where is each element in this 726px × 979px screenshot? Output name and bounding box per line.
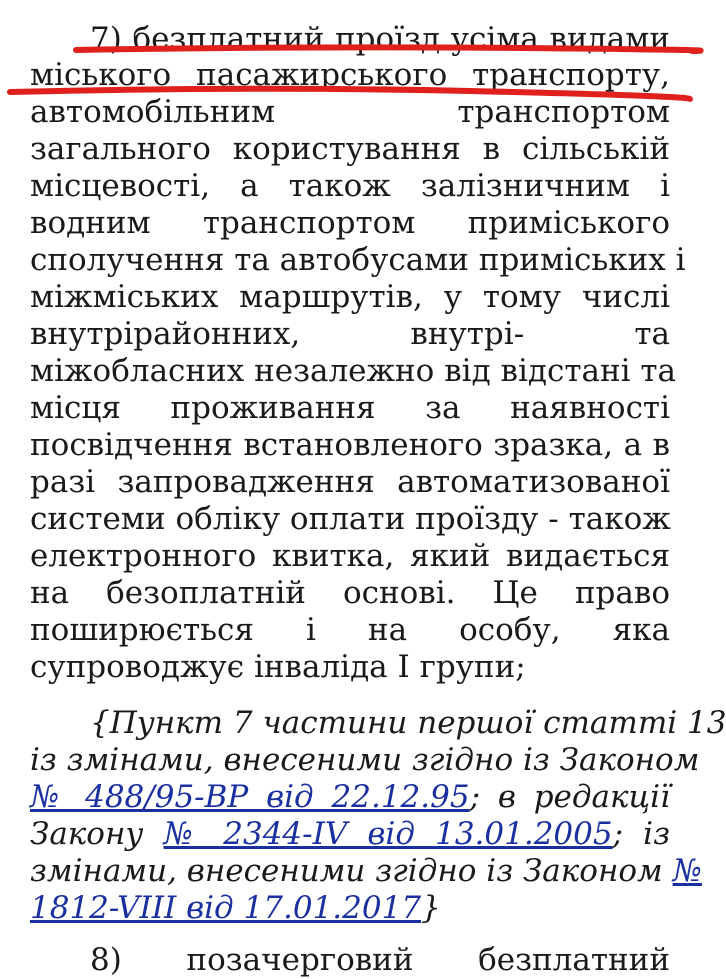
paragraph-line-3: автомобільним транспортом (30, 94, 670, 130)
paragraph-line-17: поширюється і на особу, яка (30, 612, 670, 648)
paragraph-line-7: сполучення та автобусами приміських і (30, 242, 686, 278)
paragraph-line-18: супроводжує інваліда I групи; (30, 649, 526, 685)
note-line-4 (30, 816, 670, 853)
paragraph-line-2: міського пасажирського транспорту, (30, 57, 670, 93)
note-line-5 (30, 853, 702, 890)
paragraph-line-15: електронного квитка, який видається (30, 538, 670, 574)
paragraph-line-11: місця проживання за наявності (30, 390, 670, 426)
note-line-3-rest: ; в редакції (469, 779, 670, 815)
note-line-4-rest: ; із (612, 816, 671, 852)
paragraph-line-12: посвідчення встановленого зразка, а в (30, 427, 670, 463)
paragraph-line-16: на безоплатній основі. Це право (30, 575, 670, 611)
note-line-5-text: змінами, внесеними згідно із Законом (30, 853, 673, 889)
paragraph-line-5: місцевості, а також залізничним і (30, 168, 670, 204)
paragraph-line-6: водним транспортом приміського (30, 205, 670, 241)
paragraph-line-14: системи обліку оплати проїзду - також (30, 501, 671, 537)
paragraph-line-8: міжміських маршрутів, у тому числі (30, 279, 670, 315)
document-page (30, 0, 726, 978)
note-line-2: із змінами, внесеними згідно із Законом (30, 742, 700, 778)
paragraph-line-4: загального користування в сільській (30, 131, 670, 167)
paragraph-line-9: внутрірайонних, внутрі- та (30, 316, 670, 352)
next-item-partial-line: 8) позачерговий безплатний (90, 942, 670, 978)
paragraph-line-13: разі запровадження автоматизованої (30, 464, 670, 500)
note-line-6-end: } (421, 890, 441, 926)
note-line-3 (30, 779, 670, 816)
note-line-4-start: Закону (30, 816, 164, 852)
law-link-2344-iv[interactable]: № 2344-IV від 13.01.2005 (163, 816, 613, 852)
paragraph-line-10: міжобласних незалежно від відстані та (30, 353, 677, 389)
law-link-1812-viii-start[interactable]: № (672, 853, 702, 889)
paragraph-line-1: 7) безплатний проїзд усіма видами (90, 21, 670, 57)
law-link-488-95[interactable]: № 488/95-ВР від 22.12.95 (30, 779, 470, 815)
law-link-1812-viii[interactable]: 1812-VIII від 17.01.2017 (30, 890, 422, 926)
note-line-6 (30, 890, 670, 927)
note-line-1: {Пункт 7 частини першої статті 13 (90, 705, 726, 741)
